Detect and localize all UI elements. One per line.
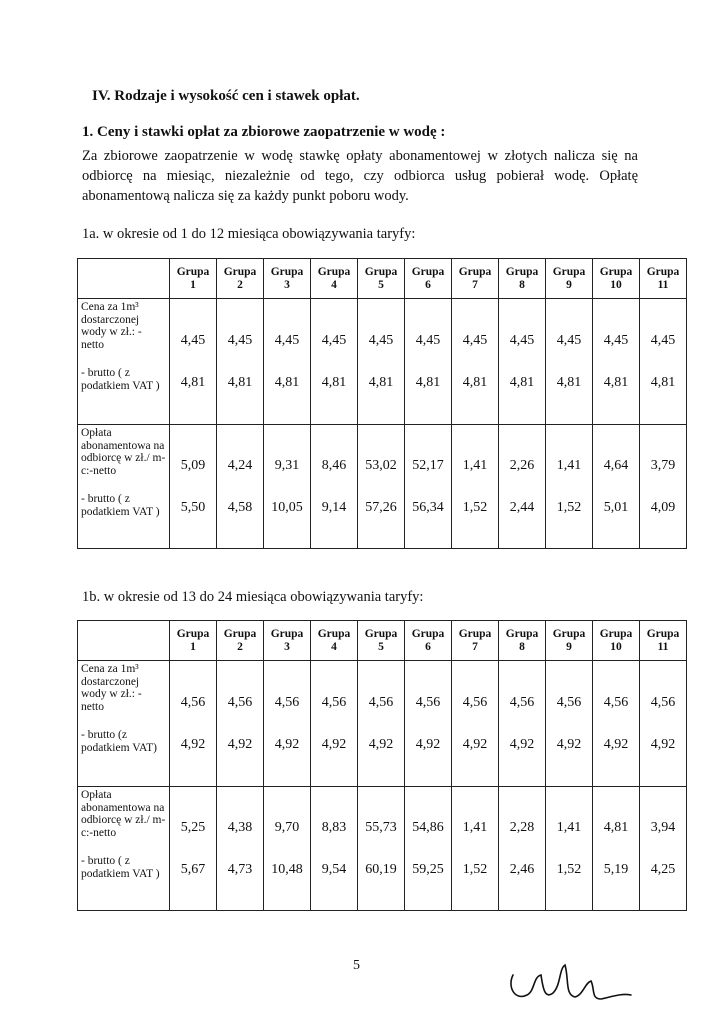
value-cell <box>546 299 593 425</box>
value-netto: 9,70 <box>274 819 300 835</box>
value-brutto: 4,81 <box>227 374 253 390</box>
value-netto: 4,45 <box>180 332 206 348</box>
group-header-label: Grupa 10 <box>599 627 633 653</box>
value-netto: 2,28 <box>509 819 535 835</box>
value-brutto: 2,46 <box>509 861 535 877</box>
value-netto: 4,81 <box>603 819 629 835</box>
value-netto: 4,45 <box>321 332 347 348</box>
value-cell <box>217 299 264 425</box>
value-netto: 4,56 <box>603 694 629 710</box>
value-brutto: 4,81 <box>274 374 300 390</box>
group-header-label: Grupa 11 <box>646 265 680 291</box>
value-brutto: 4,81 <box>603 374 629 390</box>
value-cell <box>593 425 640 549</box>
label-netto: Opłata abonamentowa na odbiorcę w zł./ m-c:-netto <box>81 789 166 839</box>
value-cell <box>264 425 311 549</box>
value-brutto: 1,52 <box>462 861 488 877</box>
value-brutto: 4,81 <box>509 374 535 390</box>
value-netto: 4,56 <box>415 694 441 710</box>
group-header <box>311 621 358 661</box>
value-cell <box>499 661 546 787</box>
value-cell <box>452 425 499 549</box>
value-netto: 9,31 <box>274 457 300 473</box>
value-brutto: 4,92 <box>509 736 535 752</box>
value-netto: 4,56 <box>509 694 535 710</box>
value-brutto: 9,14 <box>321 499 347 515</box>
value-brutto: 5,01 <box>603 499 629 515</box>
group-header <box>593 621 640 661</box>
value-cell <box>217 787 264 911</box>
group-header <box>640 621 687 661</box>
group-header-label: Grupa 6 <box>411 265 445 291</box>
value-brutto: 1,52 <box>462 499 488 515</box>
group-header <box>640 259 687 299</box>
value-cell <box>358 299 405 425</box>
value-cell <box>358 425 405 549</box>
group-header-label: Grupa 2 <box>223 627 257 653</box>
label-netto: Cena za 1m³ dostarczonej wody w zł.: - netto <box>81 663 142 713</box>
value-cell <box>358 787 405 911</box>
group-header-label: Grupa 10 <box>599 265 633 291</box>
value-netto: 4,45 <box>274 332 300 348</box>
signature-mark <box>505 955 635 1010</box>
value-cell <box>640 425 687 549</box>
value-netto: 4,56 <box>368 694 394 710</box>
value-netto: 4,56 <box>650 694 676 710</box>
group-header-label: Grupa 9 <box>552 265 586 291</box>
value-brutto: 2,44 <box>509 499 535 515</box>
value-netto: 52,17 <box>412 457 444 473</box>
group-header <box>405 621 452 661</box>
group-header-label: Grupa 3 <box>270 627 304 653</box>
value-brutto: 5,50 <box>180 499 206 515</box>
price-row-label <box>78 661 170 787</box>
value-cell <box>452 299 499 425</box>
label-brutto: - brutto ( z podatkiem VAT ) <box>81 493 160 518</box>
value-cell <box>546 425 593 549</box>
label-brutto: - brutto (z podatkiem VAT) <box>81 729 157 754</box>
tariff-table-1a <box>77 258 687 549</box>
value-netto: 4,45 <box>556 332 582 348</box>
value-brutto: 4,92 <box>368 736 394 752</box>
label-netto: Cena za 1m³ dostarczonej wody w zł.: - netto <box>81 301 142 351</box>
value-cell <box>640 787 687 911</box>
value-netto: 4,45 <box>227 332 253 348</box>
value-netto: 4,45 <box>462 332 488 348</box>
value-brutto: 5,67 <box>180 861 206 877</box>
value-cell <box>264 299 311 425</box>
value-cell <box>217 425 264 549</box>
period-1a-label: 1a. w okresie od 1 do 12 miesiąca obowiązywania taryfy: <box>82 226 416 242</box>
value-cell <box>640 661 687 787</box>
label-brutto: - brutto ( z podatkiem VAT ) <box>81 367 160 392</box>
group-header <box>452 259 499 299</box>
group-header <box>358 621 405 661</box>
value-cell <box>452 661 499 787</box>
value-brutto: 1,52 <box>556 861 582 877</box>
group-header-label: Grupa 7 <box>458 627 492 653</box>
value-cell <box>170 425 217 549</box>
group-header-label: Grupa 8 <box>505 627 539 653</box>
value-brutto: 5,19 <box>603 861 629 877</box>
value-cell <box>405 299 452 425</box>
group-header-label: Grupa 4 <box>317 627 351 653</box>
value-cell <box>405 661 452 787</box>
group-header <box>170 621 217 661</box>
group-header <box>546 259 593 299</box>
group-header-label: Grupa 2 <box>223 265 257 291</box>
fee-row <box>78 787 687 911</box>
value-netto: 3,94 <box>650 819 676 835</box>
value-netto: 4,45 <box>415 332 441 348</box>
value-cell <box>452 787 499 911</box>
group-header <box>499 259 546 299</box>
value-netto: 4,24 <box>227 457 253 473</box>
value-cell <box>546 787 593 911</box>
group-header <box>499 621 546 661</box>
value-brutto: 4,92 <box>321 736 347 752</box>
value-netto: 5,25 <box>180 819 206 835</box>
group-header-label: Grupa 11 <box>646 627 680 653</box>
value-cell <box>546 661 593 787</box>
value-cell <box>640 299 687 425</box>
period-1b-label: 1b. w okresie od 13 do 24 miesiąca obowiązywania taryfy: <box>82 589 424 605</box>
group-header-label: Grupa 4 <box>317 265 351 291</box>
section-heading: IV. Rodzaje i wysokość cen i stawek opłat. <box>92 88 360 104</box>
group-header <box>217 621 264 661</box>
subsection-heading: 1. Ceny i stawki opłat za zbiorowe zaopatrzenie w wodę : <box>82 124 446 140</box>
value-netto: 2,26 <box>509 457 535 473</box>
value-netto: 53,02 <box>365 457 397 473</box>
value-brutto: 4,92 <box>556 736 582 752</box>
value-cell <box>170 299 217 425</box>
group-header-label: Grupa 9 <box>552 627 586 653</box>
value-netto: 1,41 <box>556 819 582 835</box>
value-netto: 54,86 <box>412 819 444 835</box>
value-netto: 5,09 <box>180 457 206 473</box>
fee-row-label <box>78 787 170 911</box>
value-netto: 3,79 <box>650 457 676 473</box>
value-cell <box>170 661 217 787</box>
group-header-label: Grupa 5 <box>364 265 398 291</box>
value-brutto: 4,81 <box>462 374 488 390</box>
value-brutto: 4,81 <box>415 374 441 390</box>
value-cell <box>170 787 217 911</box>
group-header <box>452 621 499 661</box>
group-header <box>593 259 640 299</box>
value-brutto: 4,09 <box>650 499 676 515</box>
price-row <box>78 299 687 425</box>
value-cell <box>499 299 546 425</box>
value-brutto: 4,58 <box>227 499 253 515</box>
value-netto: 4,38 <box>227 819 253 835</box>
value-brutto: 10,48 <box>271 861 303 877</box>
group-header-label: Grupa 6 <box>411 627 445 653</box>
value-brutto: 9,54 <box>321 861 347 877</box>
group-header <box>264 259 311 299</box>
value-cell <box>405 787 452 911</box>
value-netto: 4,45 <box>603 332 629 348</box>
value-brutto: 59,25 <box>412 861 444 877</box>
value-cell <box>311 661 358 787</box>
value-netto: 4,56 <box>462 694 488 710</box>
value-brutto: 4,92 <box>227 736 253 752</box>
value-brutto: 4,73 <box>227 861 253 877</box>
group-header <box>311 259 358 299</box>
group-header <box>358 259 405 299</box>
value-cell <box>405 425 452 549</box>
value-cell <box>217 661 264 787</box>
value-netto: 8,83 <box>321 819 347 835</box>
value-netto: 1,41 <box>556 457 582 473</box>
tariff-table-1b <box>77 620 687 911</box>
value-netto: 4,45 <box>368 332 394 348</box>
value-cell <box>311 425 358 549</box>
fee-row <box>78 425 687 549</box>
value-netto: 4,56 <box>556 694 582 710</box>
value-netto: 55,73 <box>365 819 397 835</box>
value-brutto: 60,19 <box>365 861 397 877</box>
value-cell <box>499 787 546 911</box>
value-cell <box>311 299 358 425</box>
value-netto: 4,56 <box>321 694 347 710</box>
value-brutto: 4,92 <box>603 736 629 752</box>
value-netto: 4,45 <box>509 332 535 348</box>
group-header-label: Grupa 1 <box>176 627 210 653</box>
group-header-label: Grupa 3 <box>270 265 304 291</box>
value-netto: 8,46 <box>321 457 347 473</box>
value-brutto: 4,25 <box>650 861 676 877</box>
fee-row-label <box>78 425 170 549</box>
price-row-label <box>78 299 170 425</box>
value-netto: 4,56 <box>227 694 253 710</box>
value-brutto: 10,05 <box>271 499 303 515</box>
value-cell <box>264 661 311 787</box>
value-cell <box>593 787 640 911</box>
page-number: 5 <box>353 958 360 973</box>
label-brutto: - brutto ( z podatkiem VAT ) <box>81 855 160 880</box>
value-cell <box>264 787 311 911</box>
label-netto: Opłata abonamentowa na odbiorcę w zł./ m-c:-netto <box>81 427 166 477</box>
table-corner-cell <box>78 621 170 661</box>
value-netto: 4,56 <box>274 694 300 710</box>
group-header-label: Grupa 1 <box>176 265 210 291</box>
value-netto: 1,41 <box>462 457 488 473</box>
value-brutto: 57,26 <box>365 499 397 515</box>
value-netto: 4,56 <box>180 694 206 710</box>
value-brutto: 1,52 <box>556 499 582 515</box>
value-netto: 4,45 <box>650 332 676 348</box>
value-brutto: 4,92 <box>462 736 488 752</box>
value-brutto: 4,81 <box>321 374 347 390</box>
intro-paragraph: Za zbiorowe zaopatrzenie w wodę stawkę opłaty abonamentowej w złotych nalicza się na odbiorcę na miesiąc, niezależnie od tego, czy odbiorca usług pobierał wodę. Opłatę abonamentową nalicza się za każdy punkt poboru wody. <box>82 148 638 204</box>
price-row <box>78 661 687 787</box>
group-header <box>170 259 217 299</box>
value-cell <box>358 661 405 787</box>
value-brutto: 4,92 <box>274 736 300 752</box>
group-header <box>546 621 593 661</box>
value-brutto: 4,92 <box>415 736 441 752</box>
group-header-label: Grupa 8 <box>505 265 539 291</box>
value-brutto: 4,81 <box>368 374 394 390</box>
group-header-label: Grupa 5 <box>364 627 398 653</box>
value-brutto: 4,81 <box>650 374 676 390</box>
value-cell <box>311 787 358 911</box>
value-brutto: 4,81 <box>180 374 206 390</box>
value-brutto: 4,92 <box>650 736 676 752</box>
value-brutto: 4,92 <box>180 736 206 752</box>
value-brutto: 4,81 <box>556 374 582 390</box>
group-header-label: Grupa 7 <box>458 265 492 291</box>
table-corner-cell <box>78 259 170 299</box>
value-netto: 4,64 <box>603 457 629 473</box>
value-cell <box>499 425 546 549</box>
group-header <box>264 621 311 661</box>
group-header <box>405 259 452 299</box>
value-cell <box>593 661 640 787</box>
value-brutto: 56,34 <box>412 499 444 515</box>
value-cell <box>593 299 640 425</box>
group-header <box>217 259 264 299</box>
value-netto: 1,41 <box>462 819 488 835</box>
